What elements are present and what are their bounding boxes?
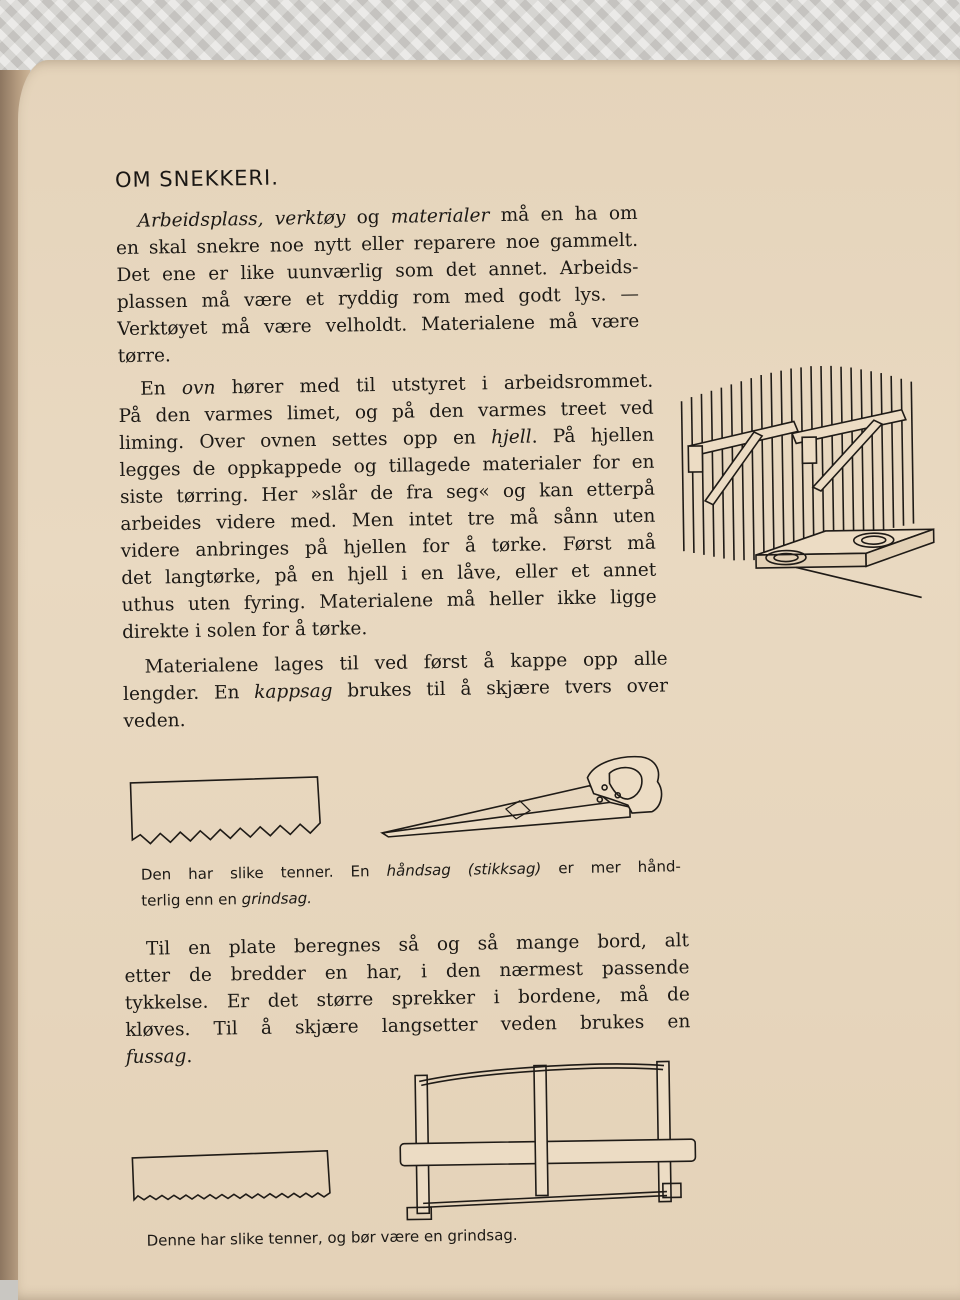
drying-rack-illustration	[673, 357, 947, 611]
paragraph-1	[115, 200, 639, 370]
text-segment: arbeides videre med. Men intet tre må sånn uten	[120, 505, 656, 536]
text-segment: etter de bredder en har, i den nærmest passende	[124, 957, 690, 988]
text-segment: er mer hånd-	[541, 857, 681, 878]
text-segment: det langtørke, på en hjell i en låve, eller et annet	[121, 559, 657, 590]
emphasis-text: ovn	[181, 377, 216, 400]
text-segment: En	[140, 378, 183, 400]
text-segment: plassen må være et ryddig rom med godt lys. —	[116, 283, 640, 314]
text-segment: hører med til utstyret i arbeidsrommet.	[215, 370, 654, 399]
text-segment: Den har slike tenner. En	[140, 861, 387, 884]
text-segment: kløves. Til å skjære langsetter veden brukes en	[125, 1011, 691, 1042]
paragraph-4	[124, 927, 691, 1071]
text-segment: siste tørring. Her »slår de fra seg« og kan etterpå	[119, 478, 656, 509]
text-segment: en skal snekre noe nytt eller reparere noe gammelt.	[115, 229, 639, 260]
caption-1	[141, 853, 682, 913]
text-segment: På den varmes limet, og på den varmes treet ved	[118, 397, 654, 428]
emphasis-text: materialer	[390, 205, 490, 228]
rip-teeth-illustration	[129, 1147, 335, 1210]
emphasis-text: håndsag (stikksag)	[386, 859, 542, 880]
text-segment: terlig enn en	[141, 890, 242, 910]
emphasis-text: kappsag	[254, 680, 333, 703]
text-segment: må en ha om	[489, 202, 638, 227]
text-segment: veden.	[123, 710, 186, 733]
text-segment: . På hjellen	[531, 424, 655, 448]
text-segment: Det ene er like uunværlig som det annet. Arbeids-	[116, 256, 639, 287]
paragraph-2	[118, 368, 657, 646]
emphasis-text: fussag	[125, 1046, 187, 1069]
emphasis-text: Arbeidsplass, verktøy	[137, 207, 346, 232]
text-segment: direkte i solen for å tørke.	[121, 618, 368, 644]
emphasis-text: hjell	[491, 426, 532, 449]
text-segment: Materialene lages til ved først å kappe opp alle	[144, 648, 668, 678]
caption-2	[146, 1220, 636, 1254]
text-segment: uthus uten fyring. Materialene må heller ikke ligge	[121, 586, 657, 617]
text-segment: legges de oppkappede og tillagede materialer for en	[119, 451, 655, 482]
text-segment: Denne har slike tenner, og bør være en grindsag.	[146, 1225, 518, 1250]
framesaw-illustration	[399, 1051, 702, 1226]
text-line	[146, 1220, 636, 1254]
text-segment: videre anbringes på hjellen for å tørke. Først må	[120, 532, 656, 563]
text-segment: Verktøyet må være velholdt. Materialene må være	[117, 310, 640, 341]
text-segment: liming. Over ovnen settes opp en	[118, 427, 492, 455]
text-segment: lengder. En	[122, 681, 255, 706]
text-segment: brukes til å skjære tvers over	[332, 675, 669, 702]
text-segment: tørre.	[117, 345, 172, 368]
crosscut-teeth-illustration	[127, 777, 328, 850]
text-segment: og	[345, 206, 392, 229]
emphasis-text: grindsag.	[241, 889, 313, 909]
text-segment: Til en plate beregnes så og så mange bord, alt	[145, 930, 690, 960]
paragraph-3	[122, 645, 668, 735]
text-segment: .	[186, 1045, 193, 1068]
section-heading: OM SNEKKERI.	[114, 165, 280, 193]
text-segment: tykkelse. Er det større sprekker i bordene, må de	[124, 984, 691, 1015]
handsaw-illustration	[379, 746, 670, 841]
